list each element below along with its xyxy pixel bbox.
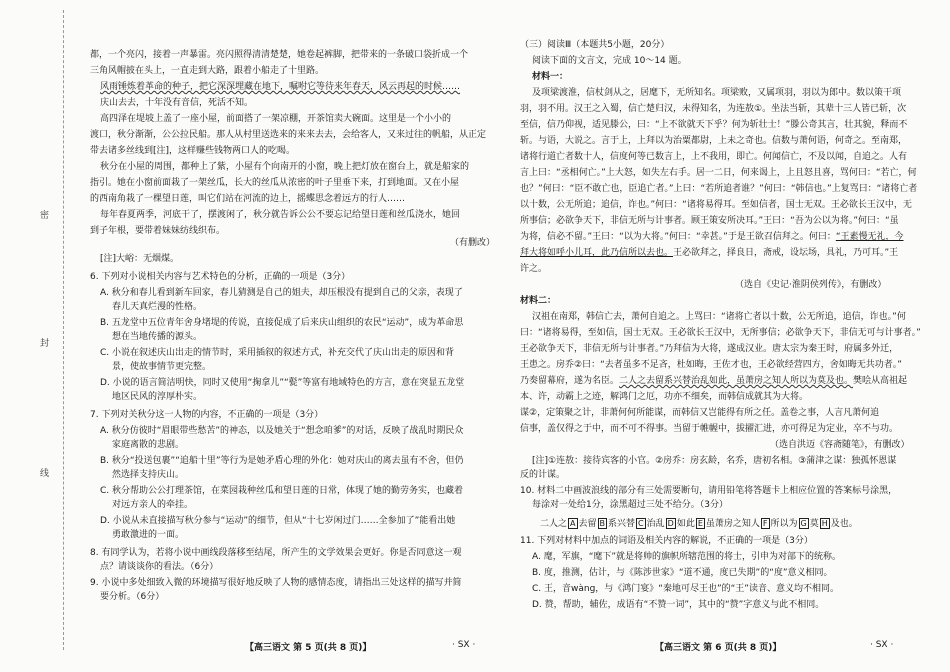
footer-mark: · SX · xyxy=(870,640,894,650)
underlined-paragraph: 风雨锤炼着革命的种子，把它深深埋藏在地下，嘱咐它等待来年春天，风云再起的时候…… xyxy=(100,82,461,92)
classical-text: 王患之。房乔②曰：“去者虽多不足吝，杜如晦，王佐才也，王必欲经营四方，舍如晦无共功者。” xyxy=(520,360,902,370)
option-text: C. 王，音wàng，与《鸿门宴》“秦地可尽王也”的“王”读音、意义均不相同。 xyxy=(532,584,839,594)
story-text: 的西南角栽了一棵望日莲，叫它们站在河流的边上，摇蝶思念着远方的行人…… xyxy=(90,194,406,204)
question-7: 7. 下列对关秋分这一人物的内容，不正确的一项是（3分） xyxy=(90,410,324,420)
footer-mark: · SX · xyxy=(452,640,476,650)
option-text: B. 五龙堂中五位青年舍身堵堤的传说，直接促成了后来庆山组织的农民“运动”，成为革命思 xyxy=(100,318,464,328)
option-text: 勇敢激进的一面。 xyxy=(112,530,185,540)
option-text: C. 小说在叙述庆山出走的情节时，采用插叙的叙述方式，补充交代了庆山出走的原因和背 xyxy=(100,348,455,358)
option-text: D. 小说从未直接描写秋分参与“运动”的细节，但从“十七岁闲过门……全参加了”能看出她 xyxy=(100,516,456,526)
classical-text: 及项梁渡淮，信杖剑从之，居麾下，无所知名。项梁败，又属项羽，羽以为郎中。数以策干项 xyxy=(532,88,902,98)
option-text: D. 小说的语言简洁明快，同时又使用“掬拿儿”“甏”等富有地域特色的方言，意在突显五龙堂 xyxy=(100,378,465,388)
question-11: 11. 下列对材料中加点的词语及相关内容的解说，不正确的一项是（3分） xyxy=(520,536,813,546)
binding-label-feng: 封 xyxy=(40,339,50,349)
question-9: 9. 小说中多处细致入微的环境描写很好地反映了人物的感情态度，请指出三处这样的描写并简 xyxy=(90,578,462,588)
classical-text: 斩。与语，大说之。言于上，上拜以为治粟都尉，上未之奇也。信数与萧何语，何奇之。至南郑， xyxy=(520,136,908,146)
material-2-title: 材料二： xyxy=(520,296,557,306)
classical-text: 王必欲争天下，非信无所与计事者。”乃拜信为大将，遂成汉业。唐太宗为秦王时，府属多外迁， xyxy=(520,344,899,354)
story-text: 高四泽在堤坡上盖了一座小屋，前面搭了一架凉棚，开茶馆卖大碗面。这里是一个小小的 xyxy=(100,114,452,124)
story-text: 每年春夏两季，河底干了，摆渡闲了，秋分就告诉公公不要忘记给望日莲和丝瓜浇水，她回 xyxy=(100,210,461,220)
classical-text: 也？”何曰：“臣不敢亡也，臣追亡者。”上曰：“若所追者谁？”何曰：“韩信也。”上复骂曰：“诸将亡者 xyxy=(520,184,918,194)
question-text: 点？请谈谈你的看法。（6分） xyxy=(100,562,219,572)
option-text: B. 度，推测，估计，与《陈涉世家》“道不通，度已失期”的“度”意义相同。 xyxy=(532,568,833,578)
footnote: [注]大峪：无烟煤。 xyxy=(100,254,180,264)
question-10: 10. 材料二中画波浪线的部分有三处需要断句，请用铅笔将答题卡上相应位置的答案标号涂黑， xyxy=(520,486,898,496)
option-text: B. 秋分“投送包裹”“追船十里”等行为是她矛盾心理的外化：她对庆山的离去虽有不舍，但仍 xyxy=(100,456,464,466)
option-text: A. 秋分和春儿看到新车回家，春儿猜测是自己的姐夫，却压根没有提到自己的父亲，表现了 xyxy=(100,288,463,298)
page-footer: 【高三语文 第 5 页(共 8 页)】 xyxy=(245,643,372,653)
source-note: （有删改） xyxy=(450,238,496,248)
section-heading: （三）阅读Ⅲ（本题共5小题，20分） xyxy=(520,40,670,50)
story-text: 都，一个亮闪，接着一声暴雷。亮闪照得清清楚楚，她卷起裤脚，把带来的一条破口袋折成一个 xyxy=(90,50,469,60)
classical-text: 拜大将如呼小儿耳，此乃信所以去也。王必欲拜之，择良日，斋戒，设坛场，具礼，乃可耳。”王 xyxy=(520,248,899,258)
footnote: [注]①连敖：接待宾客的小官。②房乔：房玄龄，名乔，唐初名相。③蒲津之谋：独孤怀恩谋 xyxy=(532,456,897,466)
binding-label-xian: 线 xyxy=(40,469,50,479)
question-8: 8. 有同学认为，若将小说中画线段落移至结尾，所产生的文学效果会更好。你是否同意这一观 xyxy=(90,548,462,558)
option-text: 对远方亲人的牵挂。 xyxy=(112,500,194,510)
page-footer: 【高三语文 第 6 页(共 8 页)】 xyxy=(655,643,782,653)
question-text: 要分析。（6分） xyxy=(100,592,165,602)
option-text: 地区民风的淳厚朴实。 xyxy=(112,392,203,402)
section-intro: 阅读下面的文言文，完成 10～14 题。 xyxy=(532,56,687,66)
option-text: 景，使故事情节更完整。 xyxy=(112,362,212,372)
classical-text: 所事信；必欲争天下，非信无所与计事者。顾王策安所决耳。”王曰：“吾为公以为将。”何曰：“虽 xyxy=(520,216,899,226)
classical-text: 曰：“诸将易得，至如信，国士无双。王必欲长王汉中，无所事信；必欲争天下，非信无可与计事者。” xyxy=(520,328,921,338)
option-text: C. 秋分帮助公公打理茶馆，在菜园栽种丝瓜和望日莲的日常，体现了她的勤劳务实，也藏着 xyxy=(100,486,464,496)
classical-text: 以十数，公无所追；追信，诈也。”何曰：“诸将易得耳。至如信者，国士无双。王必欲长王汉中，无 xyxy=(520,200,912,210)
story-text: 指引。她在小窗前面栽了一架丝瓜，长大的丝瓜从浓密的叶子里垂下来，打到地面。又在小屋 xyxy=(90,178,460,188)
story-text: 秋分在小屋的周围，都种上了紫，小屋有个向南开的小窗，晚上把灯放在窗台上，就是船家的 xyxy=(100,162,470,172)
classical-text: 言上曰：“丞相何亡。”上大怒，如失左右手。居一二日，何来谒上，上且怒且喜，骂何曰：“若亡，何 xyxy=(520,168,917,178)
classical-text: 乃奏留幕府，遂为名臣。二人之去留系兴替治乱如此，虽萧房之知人所以为莫及也。樊哙从高祖起 xyxy=(520,376,908,386)
classical-text: 谋②，定策聚之计，非萧何何所能谋，而韩信又岂能得有所之任。盖卷之事，人言凡萧何追 xyxy=(520,408,880,418)
source-note: （选自《史记·淮阴侯列传》，有删改） xyxy=(735,280,887,290)
question-text: 每涂对一处给1分，涂黑超过三处不给分。（3分） xyxy=(532,500,728,510)
classical-text: 汉祖在南郑，韩信亡去，萧何自追之。上骂曰：“诸将亡者以十数，公无所追，追信，诈也。”何 xyxy=(532,312,906,322)
question-6: 6. 下列对小说相关内容与艺术特色的分析，正确的一项是（3分） xyxy=(90,272,351,282)
option-text: A. 麾，军旗，“麾下”就是将帅的旗帜所辖范围的将士，引申为对部下的统称。 xyxy=(532,552,842,562)
binding-line xyxy=(63,10,64,650)
story-text: 到子年根，要带着妹妹纺线织布。 xyxy=(90,226,226,236)
story-text: 带去诸多丝线到[注]，这样赚些钱物两口人的吃喝。 xyxy=(90,146,296,156)
story-text: 三角风帽披在头上，一直走到大路，跟着小船走了十里路。 xyxy=(90,66,325,76)
binding-label-mi: 密 xyxy=(40,211,50,221)
classical-text: 信事，盖仅得之于中，而不可不得事。当留于帷幄中，拔擢汇进，亦可得足为定业，卒不与功。 xyxy=(520,424,899,434)
option-text: 然选择支持庆山。 xyxy=(112,470,185,480)
option-text: 想在当地传播的源头。 xyxy=(112,332,203,342)
source-note: （选自洪迈《容斋随笔》，有删改） xyxy=(770,440,910,450)
option-text: D. 赞，帮助，辅佐，成语有“不赞一词”，其中的“赞”字意义与此不相同。 xyxy=(532,600,825,610)
option-text: 春儿天真烂漫的性格。 xyxy=(112,302,203,312)
option-text: 家庭离散的悲剧。 xyxy=(112,440,185,450)
classical-text: 羽，羽不用。汉王之入蜀，信亡楚归汉，未得知名，为连敖①。坐法当斩，其辈十三人皆已斩，次 xyxy=(520,104,907,114)
classical-text: 许之。 xyxy=(520,264,548,274)
classical-text: 为将，信必不留。”王曰：“以为大将。”何曰：“幸甚。”于是王欲召信拜之。何曰：“王素慢无礼，今 xyxy=(520,232,904,242)
classical-text: 至信，信乃仰视，适见滕公，曰：“上不欲就天下乎？何为斩壮士！”滕公奇其言，壮其貌，释而不 xyxy=(520,120,908,130)
footnote: 反的计谋。 xyxy=(520,470,566,480)
classical-text: 诸将行道亡者数十人，信度何等已数言上，上不我用，即亡。何闻信亡，不及以闻，自追之。人有 xyxy=(520,152,908,162)
material-1-title: 材料一： xyxy=(532,72,569,82)
story-text: 庆山去去，十年没有音信，死活不知。 xyxy=(100,98,254,108)
story-text: 渡口，秋分渐渐，公公拉民船。那人从村里送选来的来来去去，会给客人，又来过往的帆船，从正定 xyxy=(90,130,487,140)
classical-text: 本、许，动霸上之迹，解鸿门之厄，功亦不细矣，而韩信成就其为大将。 xyxy=(520,392,809,402)
sentence-break-options: 二人之 A 去留 B 系兴替 C 治乱 D 如此 E 虽萧房之知人 F 所以为 G 莫 H 及也。 xyxy=(540,519,858,529)
option-text: A. 秋分仿彼时“眉眼带些愁苦”的神态，以及她关于“想念咱爹”的对话，反映了战乱时期民众 xyxy=(100,426,464,436)
